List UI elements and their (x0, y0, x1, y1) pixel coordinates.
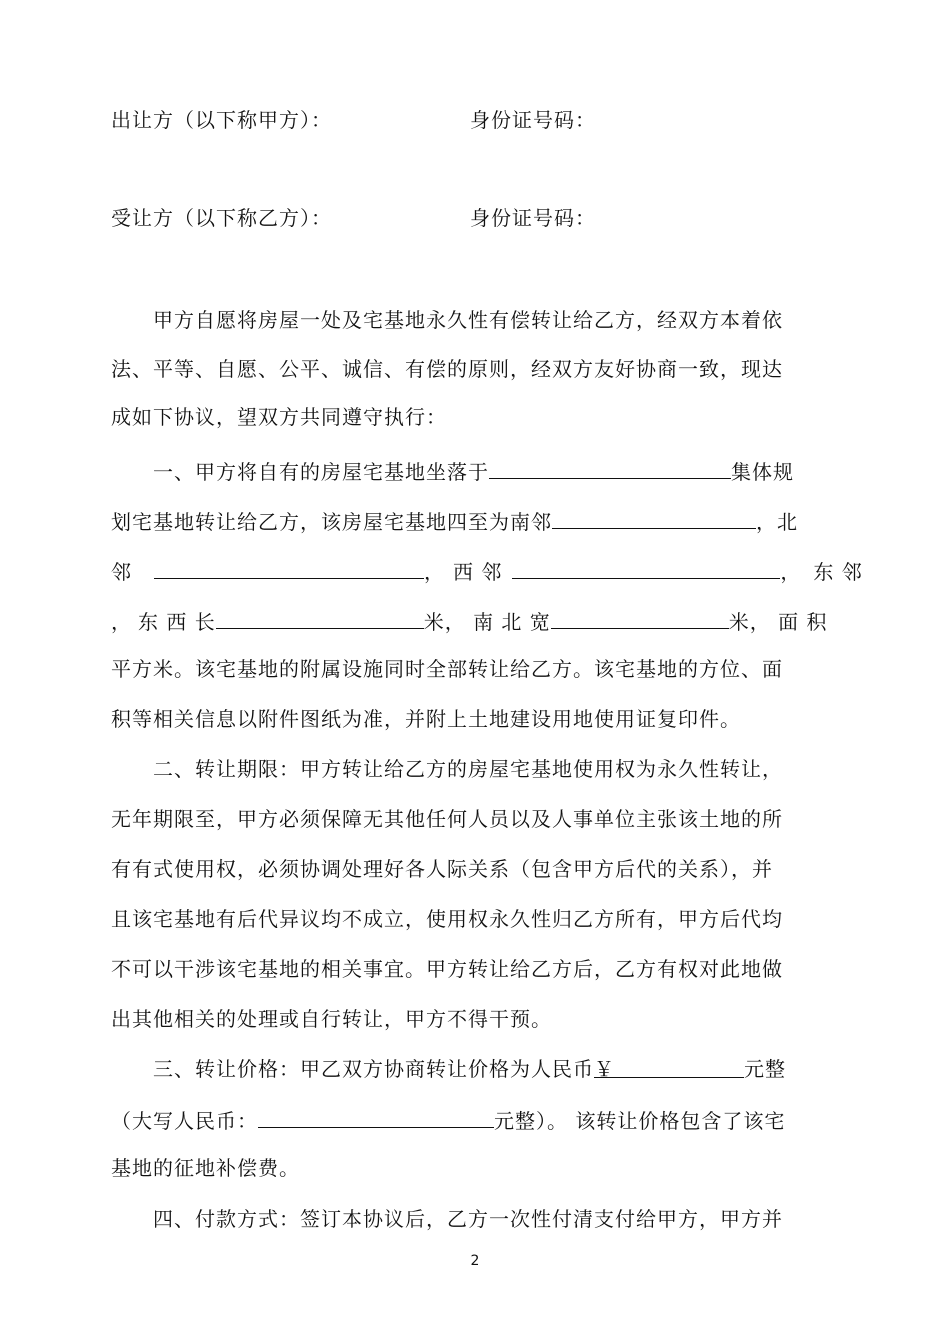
clause3-line-1 (111, 1055, 831, 1083)
clause1-text-d: ，北 (756, 510, 798, 534)
transferor-id-label: 身份证号码： (470, 108, 596, 132)
clause3-text-d: 元整）。 该转让价格包含了该宅 (494, 1109, 786, 1133)
clause1-text-e: 米， 南 北 宽 (423, 610, 551, 634)
clause1-text-a: 一、甲方将自有的房屋宅基地坐落于 (153, 460, 489, 484)
intro-line-2: 法、平等、自愿、公平、诚信、有偿的原则，经双方友好协商一致，现达 (111, 357, 783, 381)
clause2-line-6: 出其他相关的处理或自行转让，甲方不得干预。 (111, 1007, 552, 1031)
transferee-id-label: 身份证号码： (470, 206, 596, 230)
length-blank[interactable] (216, 606, 424, 629)
transferee-label: 受让方（以下称乙方）： (111, 206, 332, 230)
clause1-text-b: 集体规 (731, 460, 794, 484)
west-neighbor-label: 西 邻 (453, 560, 503, 584)
clause1-line-2 (111, 506, 831, 536)
clause3-text-c: （大写人民币： (111, 1109, 258, 1133)
east-neighbor-label: 东 邻 (813, 560, 863, 584)
north-neighbor-blank[interactable] (154, 556, 424, 579)
south-neighbor-blank[interactable] (552, 506, 756, 529)
price-in-words-blank[interactable] (258, 1105, 494, 1128)
intro-line-1: 甲方自愿将房屋一处及宅基地永久性有偿转让给乙方，经双方本着依 (153, 308, 783, 332)
north-neighbor-label: 邻 (111, 560, 132, 584)
transferor-label: 出让方（以下称甲方）： (111, 108, 332, 132)
clause3-line-2 (111, 1105, 831, 1135)
clause2-line-5: 不可以干涉该宅基地的相关事宜。甲方转让给乙方后，乙方有权对此地做 (111, 957, 783, 981)
clause3-text-b: 元整 (744, 1057, 786, 1081)
clause1-sep-3: ， (111, 610, 132, 634)
clause2-line-1: 二、转让期限：甲方转让给乙方的房屋宅基地使用权为永久性转让， (153, 757, 783, 781)
clause1-line-5: 平方米。该宅基地的附属设施同时全部转让给乙方。该宅基地的方位、面 (111, 657, 783, 681)
clause4-line-1: 四、付款方式：签订本协议后，乙方一次性付清支付给甲方，甲方并 (153, 1207, 783, 1231)
west-neighbor-blank[interactable] (512, 556, 780, 579)
clause2-line-3: 有有式使用权，必须协调处理好各人际关系（包含甲方后代的关系），并 (111, 857, 773, 881)
clause3-line-3: 基地的征地补偿费。 (111, 1156, 300, 1180)
location-blank[interactable] (489, 456, 731, 479)
width-blank[interactable] (551, 606, 729, 629)
clause2-line-4: 且该宅基地有后代异议均不成立，使用权永久性归乙方所有，甲方后代均 (111, 907, 783, 931)
price-blank[interactable] (594, 1055, 744, 1081)
east-west-length-label: 东 西 长 (138, 610, 216, 634)
clause1-line-1 (111, 456, 831, 486)
yuan-symbol: ￥ (594, 1057, 615, 1081)
intro-line-3: 成如下协议，望双方共同遵守执行： (111, 405, 447, 429)
clause1-line-6: 积等相关信息以附件图纸为准，并附上土地建设用地使用证复印件。 (111, 707, 741, 731)
clause2-line-2: 无年期限至，甲方必须保障无其他任何人员以及人事单位主张该土地的所 (111, 807, 783, 831)
clause1-text-c: 划宅基地转让给乙方，该房屋宅基地四至为南邻 (111, 510, 552, 534)
clause1-line-4 (111, 606, 831, 636)
clause3-text-a: 三、转让价格：甲乙双方协商转让价格为人民币 (153, 1057, 594, 1081)
clause1-sep-2: ， (780, 560, 802, 584)
clause1-text-f: 米， 面 积 (728, 610, 828, 634)
page-number: 2 (470, 1253, 480, 1269)
clause1-sep-1: ， (424, 560, 445, 584)
clause1-line-3 (111, 556, 863, 586)
